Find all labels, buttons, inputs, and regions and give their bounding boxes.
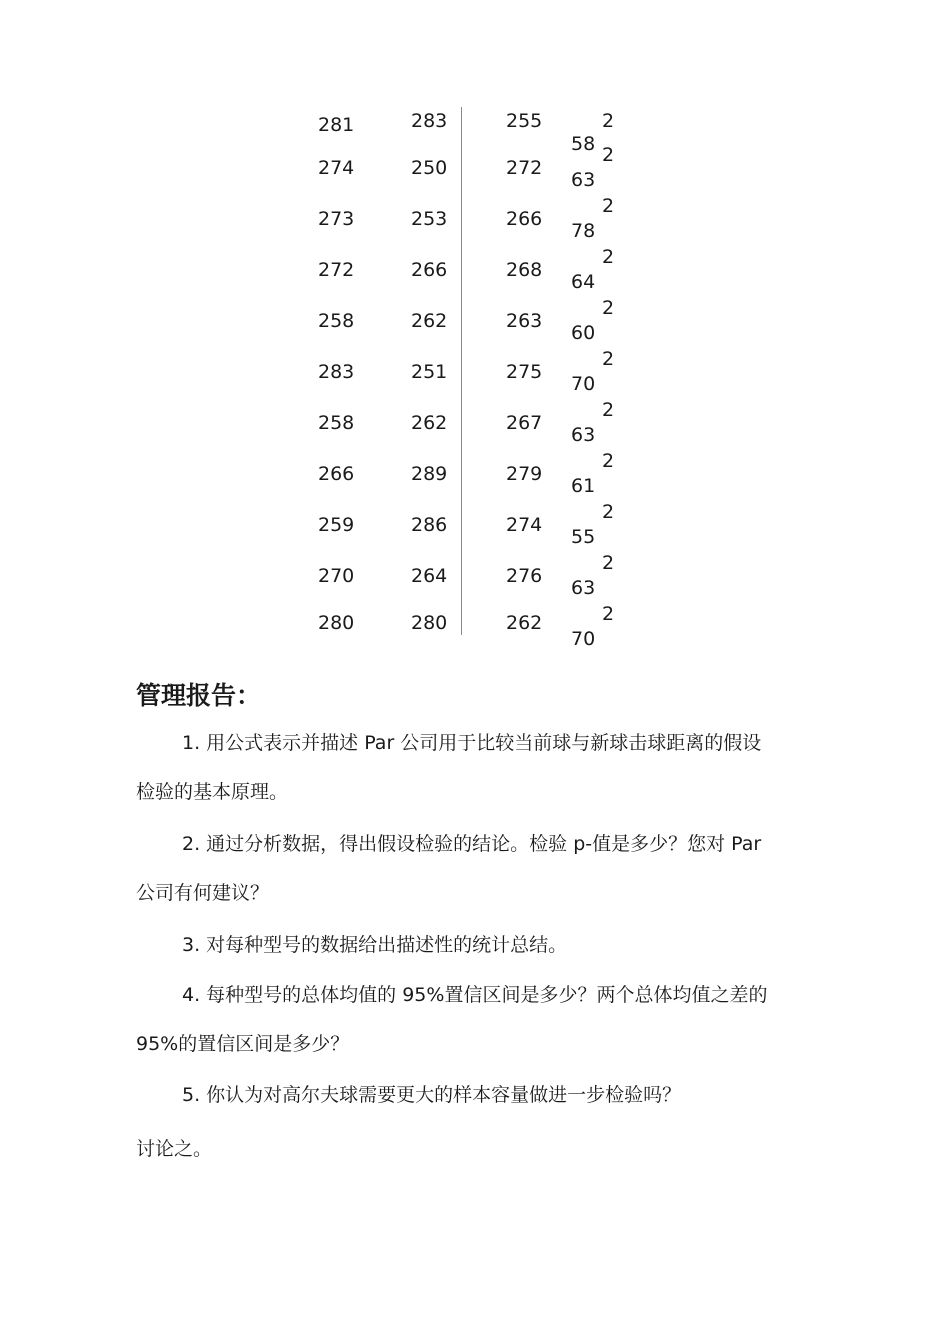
table-cell: 2 bbox=[602, 195, 615, 217]
table-cell: 280 bbox=[411, 612, 448, 634]
distance-data-table bbox=[300, 100, 640, 650]
table-cell: 270 bbox=[318, 565, 355, 587]
question-4-line-2: 95%的置信区间是多少？ bbox=[136, 1033, 350, 1055]
table-cell: 274 bbox=[318, 157, 355, 179]
table-cell: 274 bbox=[506, 514, 543, 536]
table-cell: 251 bbox=[411, 361, 448, 383]
table-cell: 255 bbox=[506, 110, 543, 132]
table-cell: 276 bbox=[506, 565, 543, 587]
table-cell: 262 bbox=[506, 612, 543, 634]
question-2-line-2: 公司有何建议？ bbox=[136, 882, 270, 904]
table-cell: 2 bbox=[602, 110, 615, 132]
table-cell: 275 bbox=[506, 361, 543, 383]
table-cell: 263 bbox=[506, 310, 543, 332]
table-cell: 2 bbox=[602, 399, 615, 421]
table-cell: 283 bbox=[411, 110, 448, 132]
question-3: 3. 对每种型号的数据给出描述性的统计总结。 bbox=[182, 934, 568, 956]
table-cell: 63 bbox=[571, 169, 596, 191]
table-cell-truncated: 70 bbox=[571, 628, 596, 650]
question-5-line-2: 讨论之。 bbox=[136, 1138, 213, 1160]
table-cell: 289 bbox=[411, 463, 448, 485]
table-cell: 55 bbox=[571, 526, 596, 548]
table-cell: 64 bbox=[571, 271, 596, 293]
table-cell: 2 bbox=[602, 297, 615, 319]
question-2-line-1: 2. 通过分析数据，得出假设检验的结论。检验 p-值是多少？您对 Par bbox=[182, 833, 762, 855]
table-cell: 266 bbox=[506, 208, 543, 230]
table-cell: 2 bbox=[602, 552, 615, 574]
question-1-line-2: 检验的基本原理。 bbox=[136, 781, 289, 803]
question-4-line-1: 4. 每种型号的总体均值的 95%置信区间是多少？两个总体均值之差的 bbox=[182, 984, 768, 1006]
report-heading: 管理报告： bbox=[136, 681, 262, 710]
table-cell: 272 bbox=[506, 157, 543, 179]
table-cell: 2 bbox=[602, 246, 615, 268]
table-cell: 61 bbox=[571, 475, 596, 497]
table-cell: 281 bbox=[318, 114, 355, 136]
table-cell: 283 bbox=[318, 361, 355, 383]
question-5-line-1: 5. 你认为对高尔夫球需要更大的样本容量做进一步检验吗？ bbox=[182, 1084, 682, 1106]
table-cell: 268 bbox=[506, 259, 543, 281]
table-cell: 78 bbox=[571, 220, 596, 242]
table-cell: 272 bbox=[318, 259, 355, 281]
table-cell: 2 bbox=[602, 603, 615, 625]
table-cell: 70 bbox=[571, 373, 596, 395]
table-cell: 264 bbox=[411, 565, 448, 587]
table-cell-truncated: 58 bbox=[571, 133, 596, 155]
table-cell: 2 bbox=[602, 348, 615, 370]
table-cell: 266 bbox=[318, 463, 355, 485]
table-cell: 258 bbox=[318, 310, 355, 332]
question-1-line-1: 1. 用公式表示并描述 Par 公司用于比较当前球与新球击球距离的假设 bbox=[182, 732, 762, 754]
table-cell: 2 bbox=[602, 144, 615, 166]
table-cell: 63 bbox=[571, 424, 596, 446]
table-cell: 258 bbox=[318, 412, 355, 434]
table-cell: 286 bbox=[411, 514, 448, 536]
table-cell: 63 bbox=[571, 577, 596, 599]
table-cell: 273 bbox=[318, 208, 355, 230]
table-cell: 250 bbox=[411, 157, 448, 179]
table-cell: 60 bbox=[571, 322, 596, 344]
table-cell: 253 bbox=[411, 208, 448, 230]
table-cell: 259 bbox=[318, 514, 355, 536]
table-cell: 267 bbox=[506, 412, 543, 434]
column-divider bbox=[461, 107, 462, 635]
table-cell: 262 bbox=[411, 310, 448, 332]
table-cell: 2 bbox=[602, 501, 615, 523]
table-cell: 266 bbox=[411, 259, 448, 281]
table-cell: 280 bbox=[318, 612, 355, 634]
table-cell: 2 bbox=[602, 450, 615, 472]
table-cell: 279 bbox=[506, 463, 543, 485]
table-cell: 262 bbox=[411, 412, 448, 434]
